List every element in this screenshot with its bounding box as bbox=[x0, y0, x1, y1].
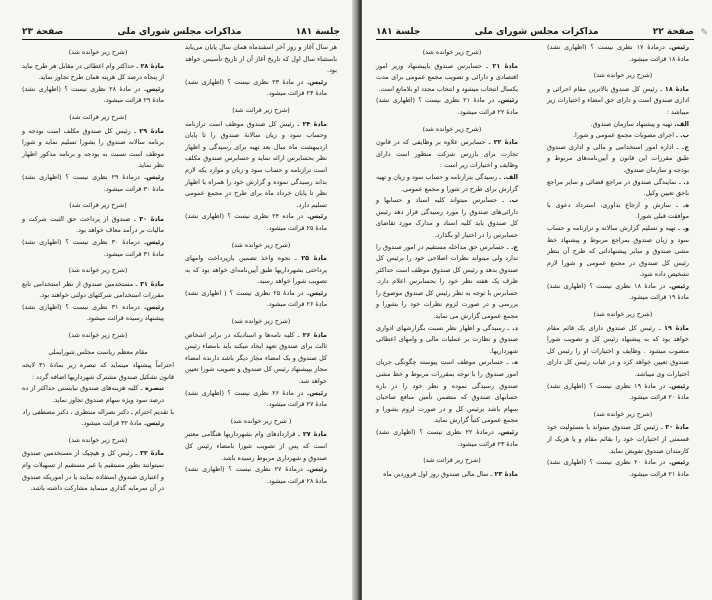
paragraph-text: ـ اداره امور استخدامی و مالی و اداری صندوق طبق مقررات این قانون و آیین‌نامه‌های مربوط و بودجه و سازمان صندوق. bbox=[547, 142, 689, 174]
article-label: مادهٔ ۳۰ bbox=[135, 214, 164, 223]
list-item bbox=[547, 200, 699, 223]
paragraph-text: در مادهٔ ۱۹ نظری نیست ؟ (اظهاری نشد) مادهٔ ۲۰ قرائت میشود. bbox=[547, 381, 689, 402]
scan-mark-icon: ✎ bbox=[700, 28, 708, 38]
paragraph-text: درماده ۳۱ نظری نیست ؟ (اظهاری نشد) پیشنهاد رسیده قرائت میشود. bbox=[22, 302, 164, 323]
paragraph-text: ـ حسابرس علاوه بر وظایفی که در قانون تجارت برای بازرس شرکت منظور است دارای وظایف و اختیارات زیر است : bbox=[376, 138, 518, 170]
article-label: ه. bbox=[677, 200, 689, 209]
article-paragraph bbox=[22, 126, 174, 172]
chair-remark bbox=[22, 84, 174, 107]
body-paragraph: هر سال آغاز و روز آخر اسفندماه همان سال پایان می‌یابد باستثناء سال اول که تاریخ آغاز آن از تاریخ تأسیس خواهد بود. bbox=[185, 43, 337, 75]
journal-title: مذاکرات مجلس شورای ملی bbox=[117, 27, 242, 37]
chair-remark bbox=[185, 388, 337, 411]
paragraph-text: درمادهٔ ۳۰ نظری نیست ؟ (اظهاری نشد) مادهٔ ۳۱ قرائت میشود. bbox=[22, 237, 164, 258]
article-paragraph bbox=[376, 469, 528, 481]
paragraph-text: ـ رئیس کل صندوق دارای یک قائم مقام خواهد بود که به پیشنهاد رئیس کل و تصویب شورا منصوب میشود . وظایف و اختیارات او را رئیس کل صندوق تعیین خواهد کرد و در غیاب رئیس کل دارای اختیارات وی میباشد. bbox=[547, 323, 689, 379]
chair-remark bbox=[376, 95, 528, 118]
journal-title: مذاکرات مجلس شورای ملی bbox=[474, 27, 599, 37]
reading-note: (شرح زیر خوانده شد) bbox=[593, 71, 653, 80]
speaker-label: رئیس. bbox=[493, 428, 519, 436]
list-item bbox=[376, 323, 528, 358]
reading-note: (شرح زیر خوانده شد) bbox=[422, 124, 482, 133]
paragraph-text: تهیه و پیشنهاد سازمان صندوق. bbox=[590, 119, 673, 128]
article-label: الف. bbox=[672, 119, 689, 128]
reading-note: (شرح زیر خوانده شد) bbox=[231, 317, 291, 326]
paragraph-text: ـ کلیه هزینه‌های صندوق نبایستی حداکثر از ده درصد سود ویژه سهام صندوق تجاوز نماید. bbox=[22, 384, 164, 405]
page-number: صفحة ۲۳ bbox=[22, 27, 64, 37]
paragraph-text: ـ سال مالی صندوق روز اول فروردین ماه bbox=[383, 469, 493, 478]
chair-remark bbox=[185, 77, 337, 100]
speaker-label: رئیس. bbox=[139, 237, 165, 246]
paragraph-text: درمادهٔ ۱۷ نظری نیست ؟ (اظهاری نشد) مادهٔ ۱۸ قرائت میشود. bbox=[547, 43, 689, 63]
chair-remark bbox=[22, 237, 174, 260]
article-paragraph bbox=[185, 429, 337, 464]
list-item bbox=[547, 130, 699, 142]
chair-remark bbox=[185, 464, 337, 487]
reading-note: (شرح زیر قرائت شد) bbox=[69, 201, 127, 210]
reading-note: (شرح زیر قرائت شد) bbox=[232, 105, 290, 114]
chair-remark bbox=[547, 281, 699, 304]
article-paragraph bbox=[22, 214, 174, 237]
article-label: ه. bbox=[508, 358, 518, 367]
paragraph-text: در مادهٔ ۲۸ نظری نیست ؟ (اظهاری نشد) مادهٔ ۲۹ قرائت میشود. bbox=[22, 84, 164, 105]
paragraph-text: ـ حسابرس میتواند کلیه اسناد و حسابها و دارائی‌های صندوق را مورد رسیدگی قرار دهد رئیس کل صندوق باید کلیه اسناد و مدارک مورد تقاضای حسابرس را در اختیار او بگذارد. bbox=[376, 196, 518, 239]
paragraph-text: در ماده ۲۴ نظری نیست ؟ (اظهاری نشد) مادهٔ ۲۵ قرائت میشود. bbox=[185, 212, 327, 232]
article-label: ج. bbox=[678, 142, 689, 151]
reading-note: (شرح زیر خوانده شد) bbox=[68, 331, 128, 340]
right-page bbox=[362, 0, 712, 600]
speaker-label: رئیس. bbox=[139, 172, 165, 181]
speaker-label: رئیس. bbox=[665, 458, 689, 467]
paragraph-text: در مادهٔ ۲۱ نظری نیست ؟ (اظهاری نشد) مادهٔ ۲۲ قرائت میشود. bbox=[376, 96, 518, 116]
article-label: مادهٔ ۱۹ bbox=[660, 323, 689, 332]
chair-remark bbox=[376, 427, 528, 450]
article-label: تبصره bbox=[142, 384, 164, 393]
reading-note: (شرح زیر خوانده شد) bbox=[593, 310, 653, 319]
body-paragraph: با تقدیم احترام ـ دکتر نصراله منتظری ، دکتر مصطفی راد bbox=[22, 407, 174, 416]
speaker-label: رئیس. bbox=[141, 419, 164, 428]
session-number: جلسة ۱۸۱ bbox=[295, 27, 340, 37]
paragraph-text: ـ نحوه واخذ تضمین بازپرداخت وامهای پرداختی بشهرداریها طبق آیین‌نامه‌ای خواهد بود که به تصویب شورا خواهد رسید. bbox=[185, 254, 327, 286]
article-label: مادهٔ ۲۸ bbox=[138, 61, 164, 70]
paragraph-text: ـ تهیه و تسلیم گزارش سالانه و ترازنامه و حساب سود و زیان صندوق بمراجع مربوط و پیشنهاد خط مشی صندوق و سایر پیشنهاداتی که طرح آن بنظر رئیس کل صندوق در مجمع عمومی و شورا لازم تشخیص داده شود. bbox=[547, 223, 689, 279]
text-column-right bbox=[185, 42, 337, 487]
article-label: مادهٔ ۳۱ bbox=[137, 279, 164, 288]
body-paragraph: احتراماً پیشنهاد مینماید که تبصره زیر بمادهٔ ۳۱ لایحه قانون تشکیل صندوق مشترک شهرداریها اضافه گردد : bbox=[22, 361, 174, 381]
paragraph-text: درمادهٔ ۲۲ نظری نیست ؟ (اظهاری نشد) مادهٔ ۲۳ قرائت میشود. bbox=[376, 428, 518, 448]
article-paragraph bbox=[22, 279, 174, 302]
speaker-label: رئیس. bbox=[140, 84, 164, 93]
article-label: ج. bbox=[508, 242, 518, 251]
article-label: ب. bbox=[677, 131, 689, 140]
reading-note: (شرح زیر قرائت شد) bbox=[423, 456, 481, 465]
reading-note: (شرح زیر خوانده شد) bbox=[68, 266, 128, 275]
chair-remark bbox=[22, 172, 174, 195]
session-number: جلسة ۱۸۱ bbox=[376, 27, 421, 37]
paragraph-text: ـ رئیس کل صندوق میتواند با مسئولیت خود قسمتی از اختیارات خود را بقائم مقام و یا هریک از کارمندان صندوق تفویض نماید. bbox=[547, 423, 689, 455]
reading-note: (شرح زیر خوانده شد) bbox=[593, 409, 653, 418]
speaker-label: رئیس. bbox=[665, 381, 689, 390]
reading-note: (شرح زیر خوانده شد) bbox=[68, 435, 128, 444]
article-paragraph bbox=[22, 61, 174, 84]
article-label: مادهٔ ۲۱ bbox=[488, 61, 519, 70]
list-item bbox=[547, 223, 699, 281]
list-item bbox=[547, 119, 699, 131]
speaker-label: رئیس. bbox=[303, 288, 327, 297]
paragraph-text: در مادهٔ ۲۶ نظری نیست ؟ (اظهاری نشد) مادهٔ ۲۷ قرائت میشود. bbox=[185, 388, 327, 409]
page-header bbox=[376, 23, 694, 40]
paragraph-text: ـ اجرای مصوبات مجمع عمومی و شورا. bbox=[572, 131, 678, 140]
paragraph-text: در مادهٔ ۱۸ نظری نیست ؟ (اظهاری نشد) مادهٔ ۱۹ قرائت میشود. bbox=[547, 281, 689, 302]
paragraph-text: در مادهٔ ۲۳ نظری نیست ؟ (اظهاری نشد) مادهٔ ۲۴ قرائت میشود. bbox=[185, 77, 327, 98]
text-column-right bbox=[547, 42, 699, 480]
article-paragraph bbox=[22, 448, 174, 494]
paragraph-text: ـ کلیه نامه‌ها و اسنادیکه در برابر اشخاص ثالث برای صندوق تعهد ایجاد میکند باید بامضاء رئیس کل صندوق و یک امضاء مجاز دیگر باشد دارنده امضاء مجاز بپیشنهاد رئیس کل صندوق و تصویب شورا تعیین خواهد شد. bbox=[185, 330, 327, 386]
article-label: مادهٔ ۲۲ bbox=[490, 138, 518, 147]
paragraph-text: ـ نمایندگی صندوق در مراجع قضائی و سایر مراجع باحق تعیین وکیل. bbox=[547, 177, 689, 198]
speaker-label: رئیس. bbox=[139, 302, 165, 311]
paragraph-text: ـ رئیس کل صندوق مکلف است بودجه و برنامه سالانه صندوق را بشورا تسلیم نماید و شورا موظف است نسبت به بودجه و برنامه مذکور اظهار نظر نماید. bbox=[22, 126, 164, 170]
speaker-label: رئیس. bbox=[303, 212, 327, 221]
paragraph-text: ـ حسابرس موظف است پیوسته چگونگی جریان امور صندوق را با توجه بمقررات مربوط و خط مشی صندوق رسیدگی نموده و نظر خود را در باره حسابهای صندوق که متضمن تأمین منافع صاحبان سهام باشد برئیس کل و در صورت لزوم بشورا و مجمع عمومی کتباً گزارش نماید. bbox=[376, 358, 518, 425]
article-label: مادهٔ ۲۹ bbox=[135, 126, 164, 135]
article-paragraph bbox=[185, 119, 337, 212]
article-paragraph bbox=[547, 422, 699, 457]
paragraph-text: در مادهٔ ۲۵ نظری نیست ؟ ( اظهاری نشد) مادهٔ ۲۶ قرائت میشود. bbox=[185, 288, 327, 309]
paragraph-text: ـ حداکثر وام اعطائی در مقابل هر طرح نباید از پنجاه درصد کل هزینه همان طرح تجاوز نماید. bbox=[22, 61, 164, 82]
list-item bbox=[547, 177, 699, 200]
chair-remark bbox=[185, 288, 337, 311]
paragraph-text: ـ صندوق از پرداخت حق الثبت شرکت و مالیات بر درآمد معاف خواهد بود. bbox=[22, 214, 164, 235]
reading-note: (شرح زیر خوانده شد) bbox=[68, 48, 128, 56]
article-label: مادهٔ ۲۴ bbox=[299, 119, 327, 128]
paragraph-text: ـ مستخدمین صندوق از نظر استخدامی تابع مقررات استخدامی شرکتهای دولتی خواهند بود. bbox=[22, 279, 164, 300]
article-label: مادهٔ ۲۷ bbox=[300, 430, 327, 439]
article-label: مادهٔ ۲۳ bbox=[492, 469, 518, 478]
paragraph-text: ـ حسابرس صندوق باپیشنهاد وزیر امور اقتصادی و دارائی و تصویب مجمع عمومی برای مدت یکسال انتخاب میشود و انتخاب مجدد او بلامانع است. bbox=[376, 61, 518, 93]
article-label: مادهٔ ۲۶ bbox=[299, 330, 327, 339]
chair-remark bbox=[547, 42, 699, 65]
article-paragraph bbox=[22, 383, 174, 406]
chair-remark bbox=[547, 457, 699, 480]
paragraph-text: مادهٔ ۳۲ قرائت میشود. bbox=[81, 419, 142, 428]
speaker-label: رئیس. bbox=[494, 96, 518, 105]
speaker-label: رئیس. bbox=[665, 281, 689, 290]
page-header bbox=[22, 23, 340, 40]
chair-remark bbox=[22, 302, 174, 325]
chair-remark bbox=[22, 418, 174, 430]
article-paragraph bbox=[547, 323, 699, 381]
article-label: مادهٔ ۱۸ bbox=[662, 84, 689, 93]
paragraph-text: درمادهٔ ۲۹ نظری نیست ؟ (اظهاری نشد) مادهٔ ۳۰ قرائت میشود. bbox=[22, 172, 164, 193]
article-label: الف. bbox=[501, 172, 518, 181]
article-paragraph bbox=[185, 253, 337, 288]
paragraph-text: ـ رسیدگی و اظهار نظر نسبت بگزارشهای ادواری صندوق و نظارت بر عملیات مالی و وامهای اعطائی شهرداریها. bbox=[376, 323, 518, 355]
article-label: د. bbox=[509, 323, 519, 332]
article-label: ب. bbox=[503, 196, 519, 205]
list-item bbox=[376, 357, 528, 427]
article-paragraph bbox=[547, 84, 699, 119]
reading-note: (شرح زیر خوانده شد) bbox=[231, 240, 291, 249]
list-item bbox=[376, 195, 528, 241]
speaker-label: رئیس. bbox=[302, 465, 328, 474]
article-label: و. bbox=[679, 223, 689, 232]
article-label: مادهٔ ۳۲ bbox=[137, 449, 165, 458]
article-label: مادهٔ ۲۰ bbox=[662, 423, 689, 432]
paragraph-text: ـ رئیس کل صندوق بالاترین مقام اجرائی و اداری صندوق است و دارای حق امضاء و اختیارات زیر میباشد : bbox=[547, 84, 689, 116]
chair-remark bbox=[547, 381, 699, 404]
text-column-left bbox=[22, 42, 174, 495]
list-item bbox=[376, 172, 528, 195]
article-label: مادهٔ ۲۵ bbox=[296, 254, 328, 263]
article-paragraph bbox=[376, 137, 528, 172]
chair-remark bbox=[185, 211, 337, 234]
paragraph-text: ـ سازش و ارجاع بداوری، استرداد دعوی با موافقت قبلی شورا. bbox=[547, 200, 689, 221]
article-paragraph bbox=[185, 330, 337, 388]
text-column-left bbox=[376, 42, 528, 480]
reading-note: (شرح زیر قرائت شد) bbox=[69, 112, 127, 121]
list-item bbox=[547, 142, 699, 177]
speaker-label: رئیس. bbox=[664, 43, 690, 51]
article-label: د. bbox=[680, 177, 690, 186]
reading-note: ( شرح زیر خوانده شد) bbox=[230, 416, 292, 425]
paragraph-text: ـ رئیس کل و هیچیک از مستخدمین صندوق نمیتوانند بطور مستقیم یا غیر مستقیم از تسهیلات وام و اعتباری صندوق استفاده نمایند یا در اموریکه صندوق در آن سرمایه گذاری مینماید مشارکت داشته باشد. bbox=[22, 449, 164, 493]
paragraph-text: درمادهٔ ۲۷ نظری نیست ؟ (اظهاری نشد) مادهٔ ۲۸ قرائت میشود. bbox=[185, 465, 327, 485]
address-line: مقام معظم ریاست مجلس شورایملی bbox=[48, 347, 148, 356]
article-paragraph bbox=[376, 61, 528, 96]
paragraph-text: در مادهٔ ۲۰ نظری نیست ؟ (اظهاری نشد) مادهٔ ۲۱ قرائت میشود. bbox=[547, 458, 689, 478]
speaker-label: رئیس. bbox=[303, 388, 327, 397]
paragraph-text: ـ رسیدگی بترازنامه و حساب سود و زیان و تهیه گزارش برای طرح در شورا و مجمع عمومی. bbox=[376, 172, 518, 193]
list-item bbox=[376, 242, 528, 323]
paragraph-text: ـ رئیس کل صندوق موظف است ترازنامه وحساب سود و زیان سالانهٔ صندوق را تا پایان اردیبهشت ماه سال بعد تهیه برای رسیدگی و اظهار نظر بحسابرس ارائه نماید و حسابرس صندوق مکلف است ترازنامه و حساب سود و زیان و موارد یکه لازم بداند رسیدگی نموده و گزارش خود را همراه با اظهار نظر تا پایان خرداد ماه برای طرح در مجمع عمومی تسلیم دارد. bbox=[185, 119, 327, 209]
paragraph-text: ـ قراردادهای وام بشهرداریها هنگامی معتبر است که پس از تصویب شورا بامضاء رئیس کل صندوق و شهرداری مربوط رسیده باشد. bbox=[185, 430, 327, 462]
page-number: صفحة ۲۲ bbox=[652, 27, 694, 37]
reading-note: (شرح زیر خوانده شد) bbox=[422, 48, 482, 56]
speaker-label: رئیس. bbox=[303, 77, 327, 86]
paragraph-text: ـ حسابرس حق مداخله مستقیم در امور صندوق را ندارد ولی میتواند نظرات اصلاحی خود را برئیس کل صندوق بدهد و رئیس کل صندوق موظف است حداکثر ظرف یک هفته نظر خود را بحسابرس اعلام دارد. حسابرس با توجه به نظر رئیس کل صندوق موضوع را بررسی و در صورت لزوم نظرات خود را بشورا و مجمع عمومی گزارش می نماید. bbox=[376, 242, 518, 321]
